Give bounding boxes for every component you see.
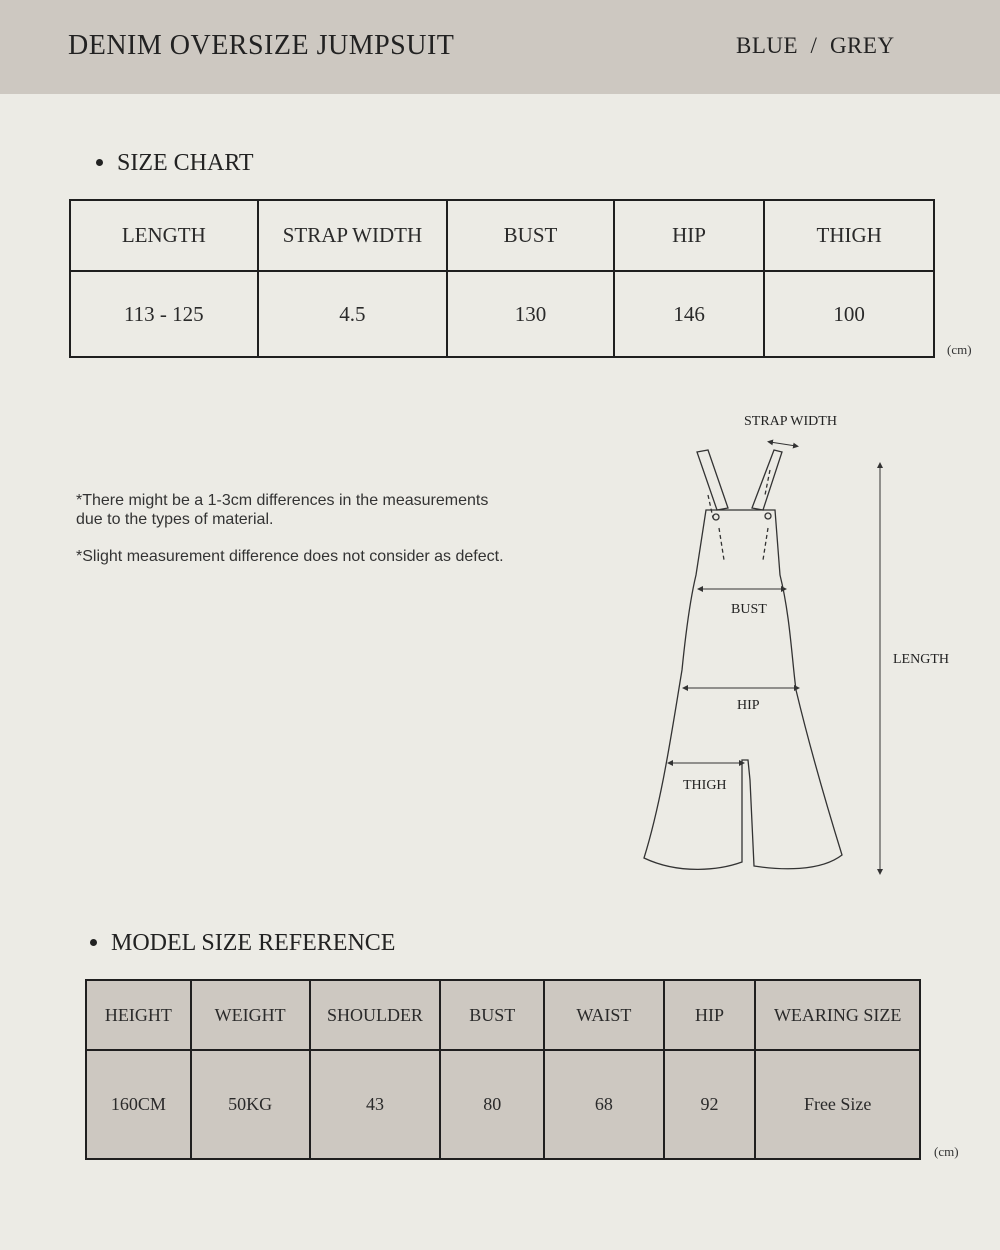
bullet-icon <box>90 939 97 946</box>
value-cell-thigh: 100 <box>764 271 934 357</box>
value-cell-strap-width: 4.5 <box>258 271 448 357</box>
table-row <box>70 271 934 357</box>
header-cell-shoulder: SHOULDER <box>310 980 441 1050</box>
jumpsuit-diagram <box>620 400 990 890</box>
table-header-row <box>70 200 934 271</box>
bullet-icon <box>96 159 103 166</box>
header-cell-height: HEIGHT <box>86 980 191 1050</box>
header-cell-hip: HIP <box>664 980 756 1050</box>
model-size-table <box>85 979 921 1160</box>
value-cell-bust: 130 <box>447 271 614 357</box>
header-cell-thigh: THIGH <box>764 200 934 271</box>
header-cell-strap-width: STRAP WIDTH <box>258 200 448 271</box>
model-size-unit: (cm) <box>934 1144 959 1159</box>
value-cell-hip: 146 <box>614 271 765 357</box>
table-row <box>86 1050 920 1159</box>
label-hip: HIP <box>737 698 760 713</box>
value-cell-hip: 92 <box>664 1050 756 1159</box>
header-cell-length: LENGTH <box>70 200 258 271</box>
value-cell-height: 160CM <box>86 1050 191 1159</box>
label-length: LENGTH <box>893 652 949 667</box>
table-header-row <box>86 980 920 1050</box>
size-chart-unit: (cm) <box>947 342 972 357</box>
size-chart-table <box>69 199 935 358</box>
header-cell-wearing-size: WEARING SIZE <box>755 980 920 1050</box>
size-chart-title: SIZE CHART <box>117 150 254 176</box>
header-cell-weight: WEIGHT <box>191 980 310 1050</box>
product-colors: BLUE / GREY <box>736 33 895 58</box>
value-cell-shoulder: 43 <box>310 1050 441 1159</box>
header-cell-bust: BUST <box>447 200 614 271</box>
header-bar <box>0 0 1000 94</box>
jumpsuit-outline-icon <box>644 450 842 869</box>
note-defect: *Slight measurement difference does not consider as defect. <box>76 548 504 565</box>
strap-width-arrow <box>770 442 796 446</box>
label-thigh: THIGH <box>683 778 727 793</box>
note-material-difference: *There might be a 1-3cm differences in the measurements due to the types of material. <box>76 492 489 528</box>
label-strap-width: STRAP WIDTH <box>744 414 837 429</box>
value-cell-bust: 80 <box>440 1050 544 1159</box>
size-chart-heading <box>96 150 254 177</box>
header-cell-waist: WAIST <box>544 980 664 1050</box>
product-title: DENIM OVERSIZE JUMPSUIT <box>68 30 455 61</box>
value-cell-waist: 68 <box>544 1050 664 1159</box>
label-bust: BUST <box>731 602 767 617</box>
model-size-heading <box>90 930 395 957</box>
header-cell-hip: HIP <box>614 200 765 271</box>
value-cell-length: 113 - 125 <box>70 271 258 357</box>
value-cell-wearing-size: Free Size <box>755 1050 920 1159</box>
value-cell-weight: 50KG <box>191 1050 310 1159</box>
header-cell-bust: BUST <box>440 980 544 1050</box>
model-size-title: MODEL SIZE REFERENCE <box>111 930 396 956</box>
